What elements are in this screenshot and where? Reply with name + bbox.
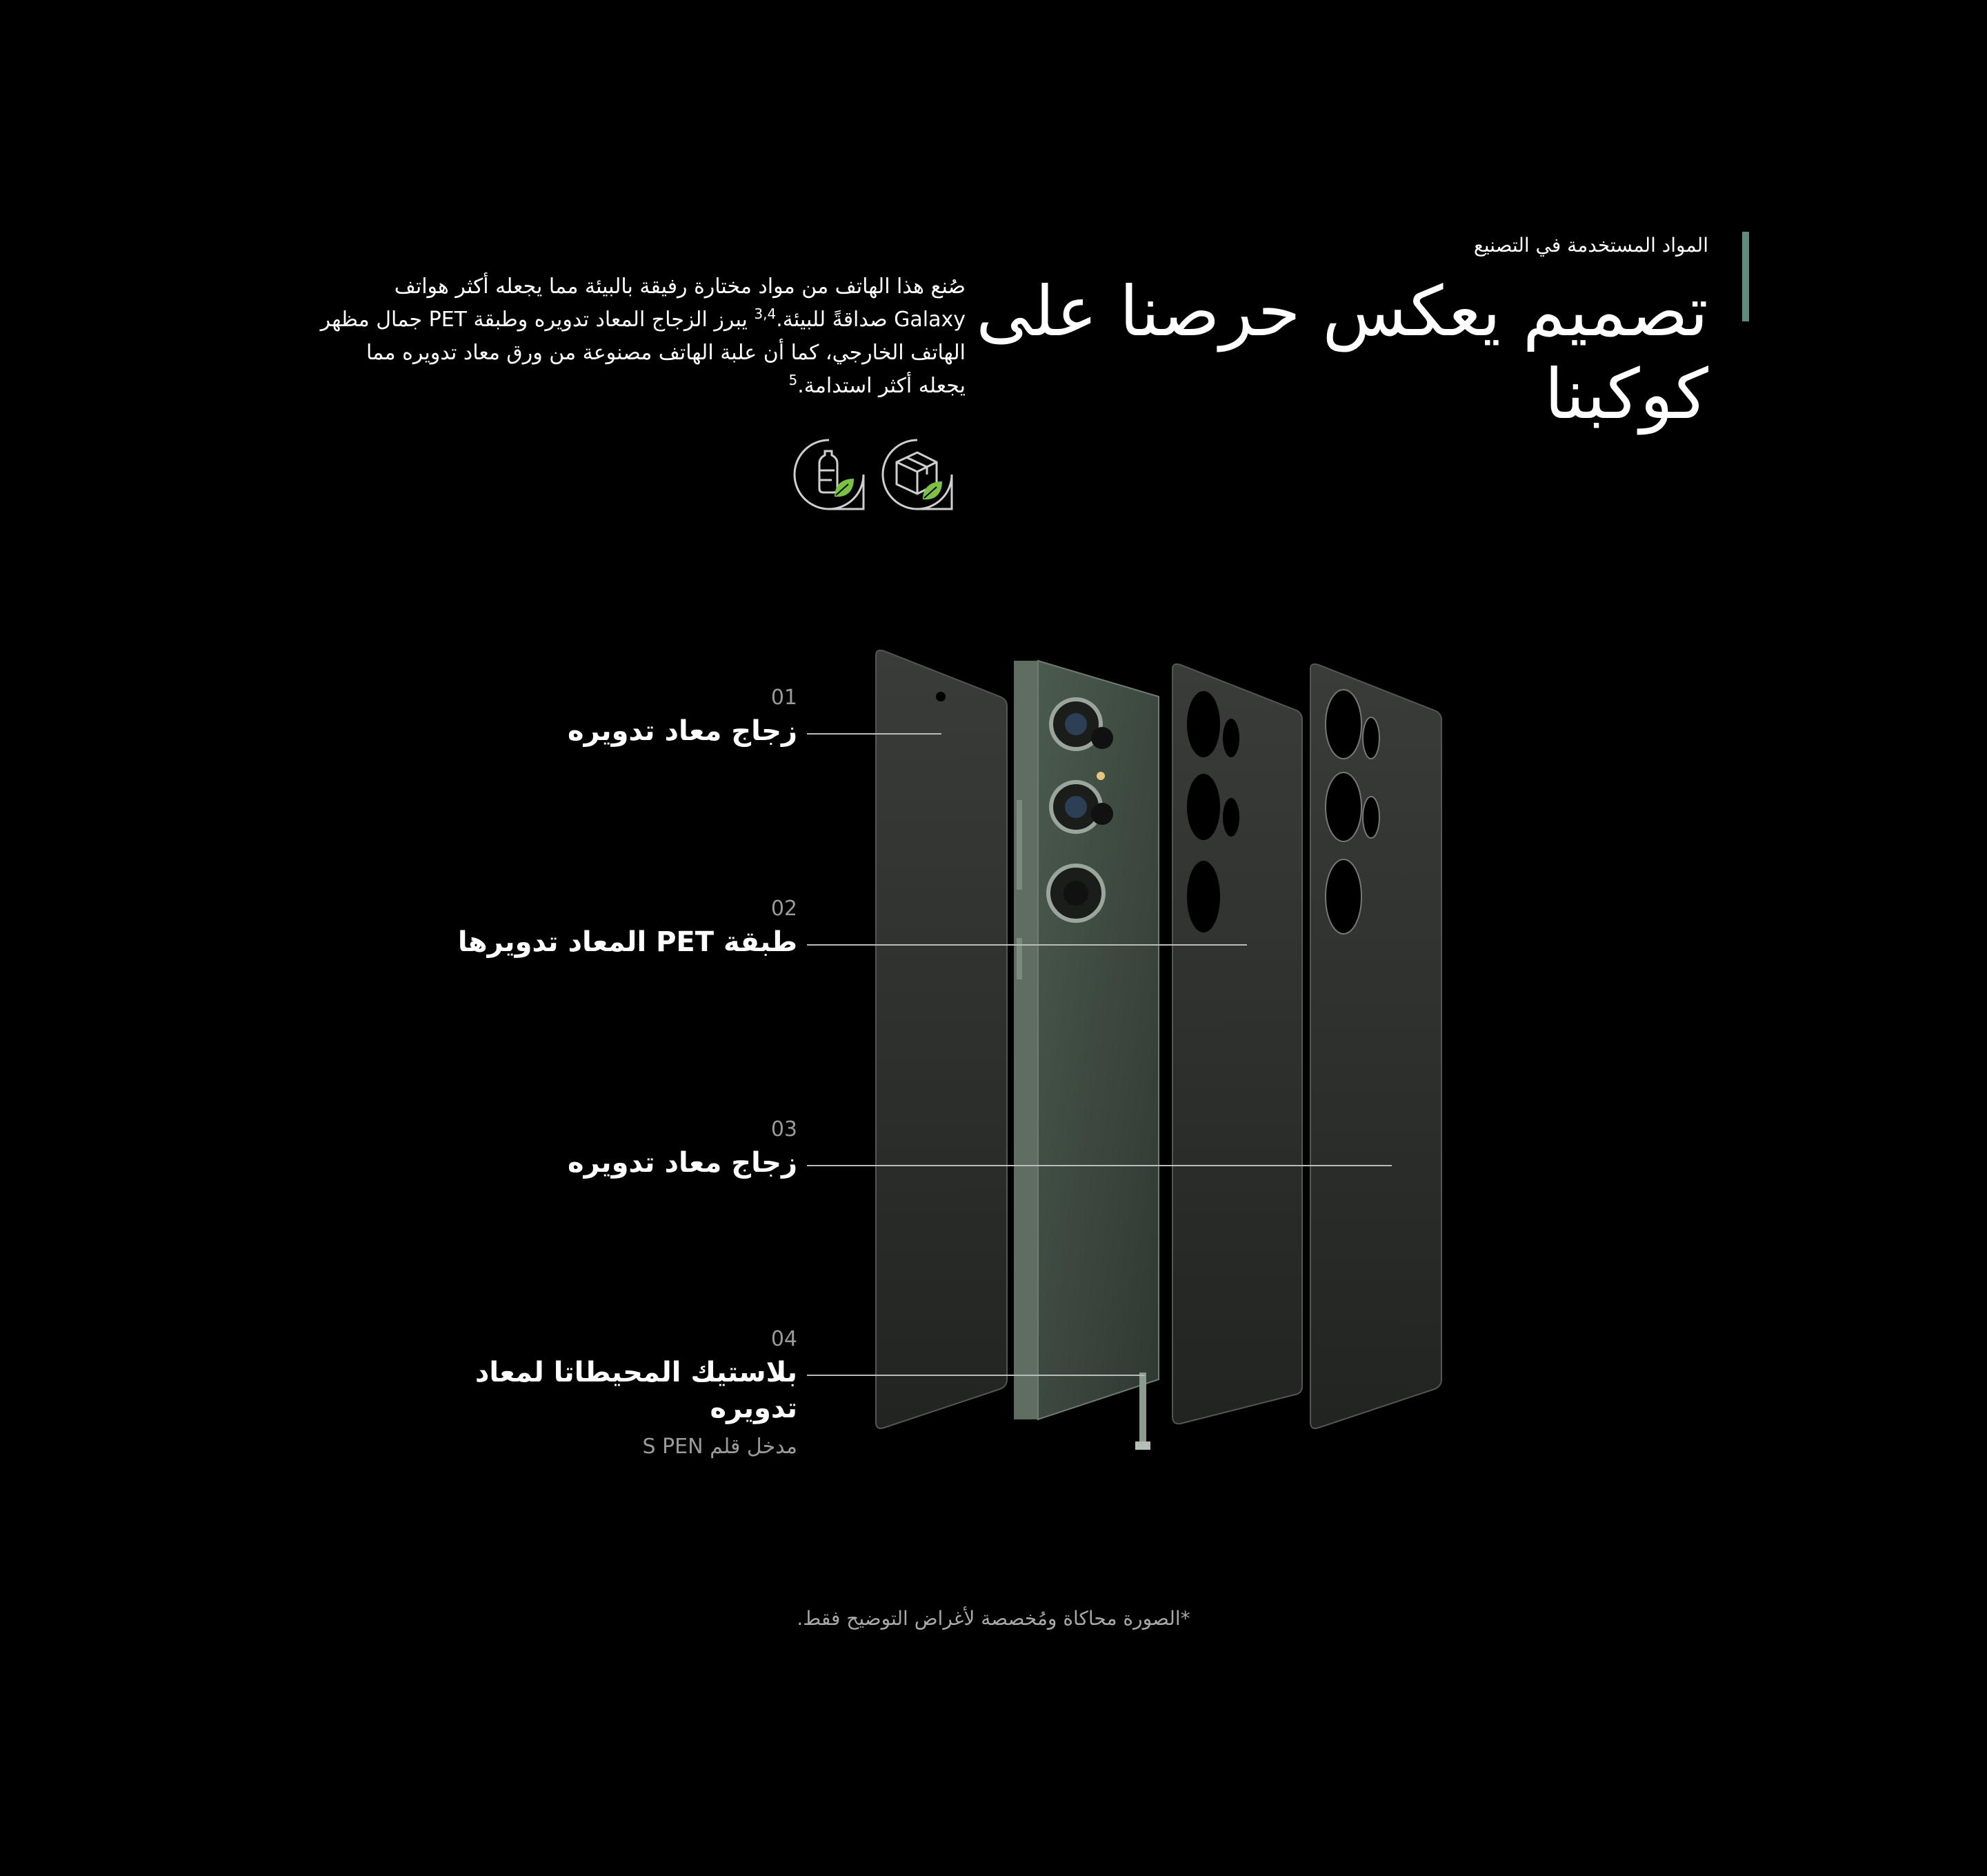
layer-label-04: بلاستيك المحيطاتا لمعاد تدويره xyxy=(475,1357,797,1424)
layer-label-02: طبقة PET المعاد تدويرها xyxy=(457,926,797,958)
camera-module xyxy=(1048,699,1113,921)
front-glass-panel xyxy=(876,650,1007,1428)
layer-number-02: 02 xyxy=(770,897,797,921)
section-headline: تصميم يعكس حرصنا على كوكبنا xyxy=(976,271,1708,435)
description-part-1: صُنع هذا الهاتف من مواد مختارة رفيقة بالبيئة مما يجعله أكثر هواتف Galaxy صداقةً للبيئة. xyxy=(394,275,966,332)
pet-layer-panel xyxy=(1172,664,1302,1424)
description-part-2: يبرز الزجاج المعاد تدويره وطبقة PET جمال مظهر الهاتف الخارجي، كما أن علبة الهاتف مصنوعة من ورق معاد تدويره مما يجعله أكثر استدامة. xyxy=(320,308,966,398)
layer-label-03: زجاج معاد تدويره xyxy=(568,1147,797,1179)
layer-number-04: 04 xyxy=(770,1327,797,1351)
layer-number-01: 01 xyxy=(770,686,797,710)
phone-body xyxy=(1014,661,1159,1450)
back-glass-panel xyxy=(1310,664,1441,1428)
illustration-footnote: *الصورة محاكاة ومُخصصة لأغراض التوضيح فقط. xyxy=(797,1607,1190,1630)
layer-label-01: زجاج معاد تدويره xyxy=(568,715,797,747)
footnote-ref-5[interactable]: 5 xyxy=(788,372,798,388)
section-eyebrow: المواد المستخدمة في التصنيع xyxy=(1473,234,1708,257)
layer-number-03: 03 xyxy=(770,1117,797,1141)
layer-sublabel-04: مدخل قلم S PEN xyxy=(642,1435,797,1459)
footnote-ref-34[interactable]: 3,4 xyxy=(754,306,777,322)
